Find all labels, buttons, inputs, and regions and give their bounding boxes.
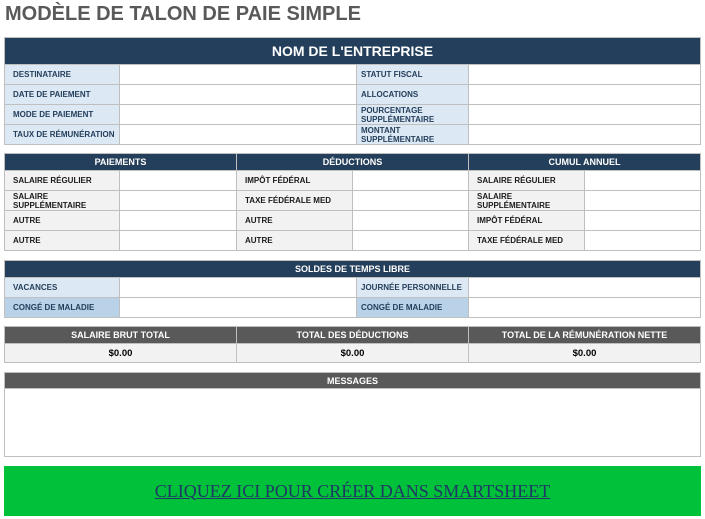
label-allocations: ALLOCATIONS bbox=[357, 85, 469, 105]
field-date-de-paiement[interactable] bbox=[120, 85, 357, 105]
header-deductions: DÉDUCTIONS bbox=[237, 154, 469, 171]
label-vacances: VACANCES bbox=[5, 278, 120, 298]
header-cumul-annuel: CUMUL ANNUEL bbox=[469, 154, 701, 171]
deductions-label-impot-federal: IMPÔT FÉDÉRAL bbox=[237, 171, 353, 191]
messages-header: MESSAGES bbox=[5, 373, 701, 389]
label-statut-fiscal: STATUT FISCAL bbox=[357, 65, 469, 85]
cumul-label-salaire-regulier: SALAIRE RÉGULIER bbox=[469, 171, 585, 191]
deductions-label-taxe-federale-med: TAXE FÉDÉRALE MED bbox=[237, 191, 353, 211]
company-name-header[interactable]: NOM DE L'ENTREPRISE bbox=[5, 38, 701, 65]
label-taux-de-remuneration: TAUX DE RÉMUNÉRATION bbox=[5, 125, 120, 145]
field-allocations[interactable] bbox=[469, 85, 701, 105]
deductions-field-autre-2[interactable] bbox=[353, 231, 469, 251]
smartsheet-cta-banner[interactable] bbox=[4, 466, 701, 516]
time-off-header: SOLDES DE TEMPS LIBRE bbox=[5, 261, 701, 278]
cumul-label-impot-federal: IMPÔT FÉDÉRAL bbox=[469, 211, 585, 231]
value-total-des-deductions: $0.00 bbox=[237, 344, 469, 363]
page-title: MODÈLE DE TALON DE PAIE SIMPLE bbox=[5, 3, 361, 25]
messages-field[interactable] bbox=[5, 389, 701, 457]
cumul-field-salaire-supplementaire[interactable] bbox=[585, 191, 701, 211]
header-paiements: PAIEMENTS bbox=[5, 154, 237, 171]
deductions-label-autre-1: AUTRE bbox=[237, 211, 353, 231]
label-journee-personnelle: JOURNÉE PERSONNELLE bbox=[357, 278, 469, 298]
cumul-field-impot-federal[interactable] bbox=[585, 211, 701, 231]
cumul-field-taxe-federale-med[interactable] bbox=[585, 231, 701, 251]
field-statut-fiscal[interactable] bbox=[469, 65, 701, 85]
field-journee-personnelle[interactable] bbox=[469, 278, 701, 298]
field-conge-de-maladie[interactable] bbox=[120, 298, 357, 318]
time-off-table bbox=[4, 260, 701, 318]
totals-table bbox=[4, 326, 701, 363]
paiements-field-salaire-supplementaire[interactable] bbox=[120, 191, 237, 211]
value-total-remuneration-nette: $0.00 bbox=[469, 344, 701, 363]
paiements-field-autre-1[interactable] bbox=[120, 211, 237, 231]
deductions-label-autre-2: AUTRE bbox=[237, 231, 353, 251]
field-mode-de-paiement[interactable] bbox=[120, 105, 357, 125]
label-pourcentage-supplementaire: POURCENTAGE SUPPLÉMENTAIRE bbox=[357, 105, 469, 125]
label-conge-de-maladie: CONGÉ DE MALADIE bbox=[5, 298, 120, 318]
deductions-field-autre-1[interactable] bbox=[353, 211, 469, 231]
field-destinataire[interactable] bbox=[120, 65, 357, 85]
label-mode-de-paiement: MODE DE PAIEMENT bbox=[5, 105, 120, 125]
field-vacances[interactable] bbox=[120, 278, 357, 298]
header-salaire-brut-total: SALAIRE BRUT TOTAL bbox=[5, 327, 237, 344]
label-montant-supplementaire: MONTANT SUPPLÉMENTAIRE bbox=[357, 125, 469, 145]
paiements-label-autre-1: AUTRE bbox=[5, 211, 120, 231]
field-montant-supplementaire[interactable] bbox=[469, 125, 701, 145]
company-info-table bbox=[4, 37, 701, 145]
cumul-field-salaire-regulier[interactable] bbox=[585, 171, 701, 191]
cumul-label-salaire-supplementaire: SALAIRE SUPPLÉMENTAIRE bbox=[469, 191, 585, 211]
label-date-de-paiement: DATE DE PAIEMENT bbox=[5, 85, 120, 105]
paiements-label-salaire-supplementaire: SALAIRE SUPPLÉMENTAIRE bbox=[5, 191, 120, 211]
smartsheet-cta-link[interactable]: CLIQUEZ ICI POUR CRÉER DANS SMARTSHEET bbox=[154, 480, 551, 501]
paiements-field-salaire-regulier[interactable] bbox=[120, 171, 237, 191]
value-salaire-brut-total: $0.00 bbox=[5, 344, 237, 363]
paiements-field-autre-2[interactable] bbox=[120, 231, 237, 251]
field-pourcentage-supplementaire[interactable] bbox=[469, 105, 701, 125]
header-total-des-deductions: TOTAL DES DÉDUCTIONS bbox=[237, 327, 469, 344]
earnings-deductions-table bbox=[4, 153, 701, 251]
header-total-remuneration-nette: TOTAL DE LA RÉMUNÉRATION NETTE bbox=[469, 327, 701, 344]
deductions-field-impot-federal[interactable] bbox=[353, 171, 469, 191]
field-taux-de-remuneration[interactable] bbox=[120, 125, 357, 145]
paiements-label-salaire-regulier: SALAIRE RÉGULIER bbox=[5, 171, 120, 191]
label-conge-de-maladie-2: CONGÉ DE MALADIE bbox=[357, 298, 469, 318]
field-conge-de-maladie-2[interactable] bbox=[469, 298, 701, 318]
paiements-label-autre-2: AUTRE bbox=[5, 231, 120, 251]
label-destinataire: DESTINATAIRE bbox=[5, 65, 120, 85]
messages-section bbox=[4, 372, 701, 457]
deductions-field-taxe-federale-med[interactable] bbox=[353, 191, 469, 211]
cumul-label-taxe-federale-med: TAXE FÉDÉRALE MED bbox=[469, 231, 585, 251]
